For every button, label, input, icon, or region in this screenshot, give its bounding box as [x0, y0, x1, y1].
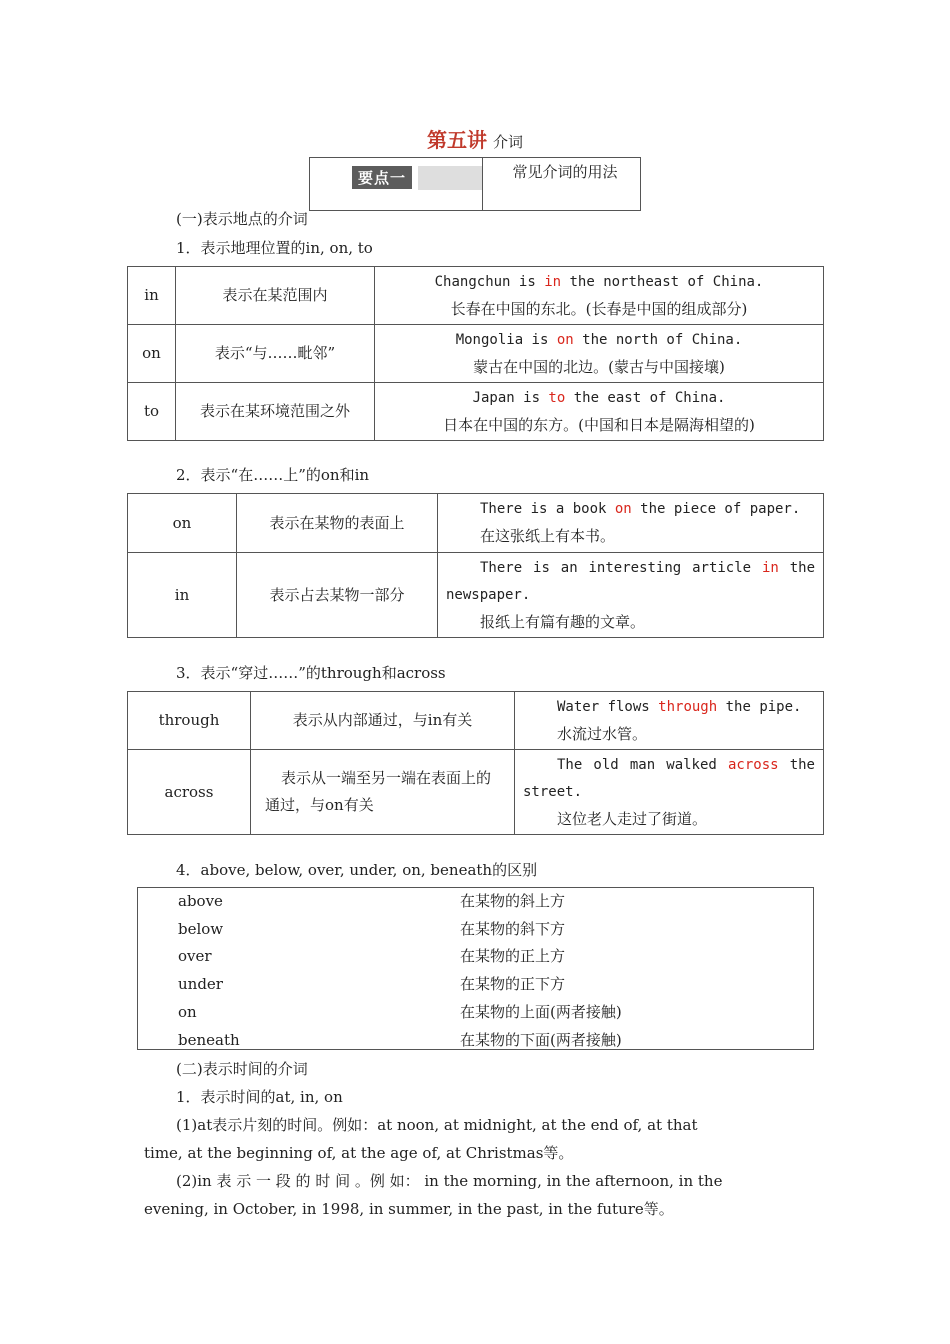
section2-p2-line2: evening, in October, in 1998, in summer, in the past, in the future等。 [144, 1200, 674, 1218]
diff-meaning: 在某物的上面(两者接触) [460, 1002, 622, 1021]
geo-meaning: 表示在某范围内 [176, 267, 375, 325]
table-row [128, 325, 824, 383]
through-example [515, 750, 824, 835]
onin-zh: 在这张纸上有本书。 [480, 527, 616, 545]
diff-word: on [178, 1002, 197, 1021]
diff-meaning: 在某物的下面(两者接触) [460, 1030, 622, 1049]
page-title [0, 124, 950, 153]
through-meaning: 表示从内部通过，与in有关 [251, 692, 515, 750]
geo-zh: 日本在中国的东方。(中国和日本是隔海相望的) [443, 415, 755, 434]
geo-table [127, 266, 824, 441]
key-point-badge-wrap [352, 166, 412, 189]
section1-sub2: 2．表示“在……上”的on和in [176, 466, 370, 484]
diff-table [137, 887, 814, 1050]
through-word: through [128, 692, 251, 750]
geo-en-post: the north of China. [573, 331, 743, 348]
onin-example [438, 494, 824, 553]
onin-meaning: 表示在某物的表面上 [237, 494, 438, 553]
key-point-badge: 要点一 [352, 166, 412, 189]
onin-example [438, 553, 824, 638]
through-zh: 这位老人走过了街道。 [557, 809, 708, 828]
section1-heading: (一)表示地点的介词 [176, 210, 308, 228]
through-table [127, 691, 824, 835]
through-en-pre: Water flows [557, 698, 659, 715]
table-row [128, 553, 824, 638]
onin-en-post: the newspaper. [446, 559, 816, 603]
geo-word: to [128, 383, 176, 441]
section2-heading: (二)表示时间的介词 [176, 1060, 308, 1078]
geo-example [375, 267, 824, 325]
onin-meaning: 表示占去某物一部分 [237, 553, 438, 638]
onin-word: in [128, 553, 237, 638]
section1-sub4: 4．above, below, over, under, on, beneath的区别 [176, 861, 538, 879]
table-row [128, 383, 824, 441]
diff-word: below [178, 919, 224, 938]
section2-p1-line2: time, at the beginning of, at the age of, at Christmas等。 [144, 1144, 574, 1162]
through-meaning: 表示从一端至另一端在表面上的通过，与on有关 [251, 750, 515, 835]
onin-table [127, 493, 824, 638]
diff-meaning: 在某物的正上方 [460, 947, 566, 966]
through-word: across [128, 750, 251, 835]
geo-example [375, 325, 824, 383]
onin-word: on [128, 494, 237, 553]
geo-word: on [128, 325, 176, 383]
geo-zh: 长春在中国的东北。(长春是中国的组成部分) [450, 299, 748, 318]
through-en-post: the pipe. [717, 698, 802, 715]
geo-en-prep: on [556, 331, 574, 348]
geo-en-prep: in [544, 273, 562, 290]
lesson-topic: 介词 [492, 133, 523, 151]
lesson-number: 第五讲 [426, 128, 487, 152]
through-en-pre: The old man walked [557, 756, 728, 773]
diff-words [178, 888, 240, 1054]
geo-en-pre: Mongolia is [455, 331, 557, 348]
through-example [515, 692, 824, 750]
geo-en-post: the east of China. [565, 389, 726, 406]
geo-en-post: the northeast of China. [561, 273, 764, 290]
geo-en-prep: to [548, 389, 566, 406]
diff-word: under [178, 975, 223, 994]
diff-meaning: 在某物的正下方 [460, 975, 566, 994]
onin-en-pre: There is an interesting article [480, 559, 762, 576]
table-row [128, 750, 824, 835]
diff-word: beneath [178, 1030, 240, 1049]
section1-sub1: 1．表示地理位置的in, on, to [176, 239, 373, 257]
onin-zh: 报纸上有篇有趣的文章。 [480, 612, 646, 631]
section2-sub1: 1．表示时间的at, in, on [176, 1088, 343, 1106]
diff-meaning: 在某物的斜上方 [460, 892, 566, 910]
diff-meaning: 在某物的斜下方 [460, 919, 566, 938]
onin-en-post: the piece of paper. [631, 501, 801, 517]
section2-p2-line1: (2)in 表 示 一 段 的 时 间 。例 如： in the morning, in the afternoon, in the [176, 1172, 723, 1190]
geo-meaning: 表示“与……毗邻” [176, 325, 375, 383]
geo-en-pre: Japan is [472, 389, 549, 406]
onin-en-prep: in [761, 559, 779, 576]
table-row [128, 267, 824, 325]
key-point-label: 常见介词的用法 [512, 163, 618, 181]
diff-meanings [460, 888, 622, 1054]
onin-en-prep: on [614, 501, 632, 517]
geo-en-pre: Changchun is [434, 273, 545, 290]
diff-word: above [178, 892, 223, 910]
through-en-prep: through [658, 698, 718, 715]
geo-zh: 蒙古在中国的北边。(蒙古与中国接壤) [473, 357, 725, 376]
key-point-badge-bar [418, 166, 482, 190]
geo-word: in [128, 267, 176, 325]
key-point-divider [482, 158, 483, 210]
onin-en-pre: There is a book [480, 501, 615, 517]
section2-p1-line1: (1)at表示片刻的时间。例如：at noon, at midnight, at the end of, at that [176, 1116, 698, 1134]
diff-word: over [178, 947, 212, 966]
table-row [128, 692, 824, 750]
through-zh: 水流过水管。 [557, 724, 648, 743]
section1-sub3: 3．表示“穿过……”的through和across [176, 664, 446, 682]
through-en-prep: across [727, 756, 779, 773]
geo-example [375, 383, 824, 441]
table-row [128, 494, 824, 553]
geo-meaning: 表示在某环境范围之外 [176, 383, 375, 441]
through-en-post: the street. [523, 756, 815, 800]
